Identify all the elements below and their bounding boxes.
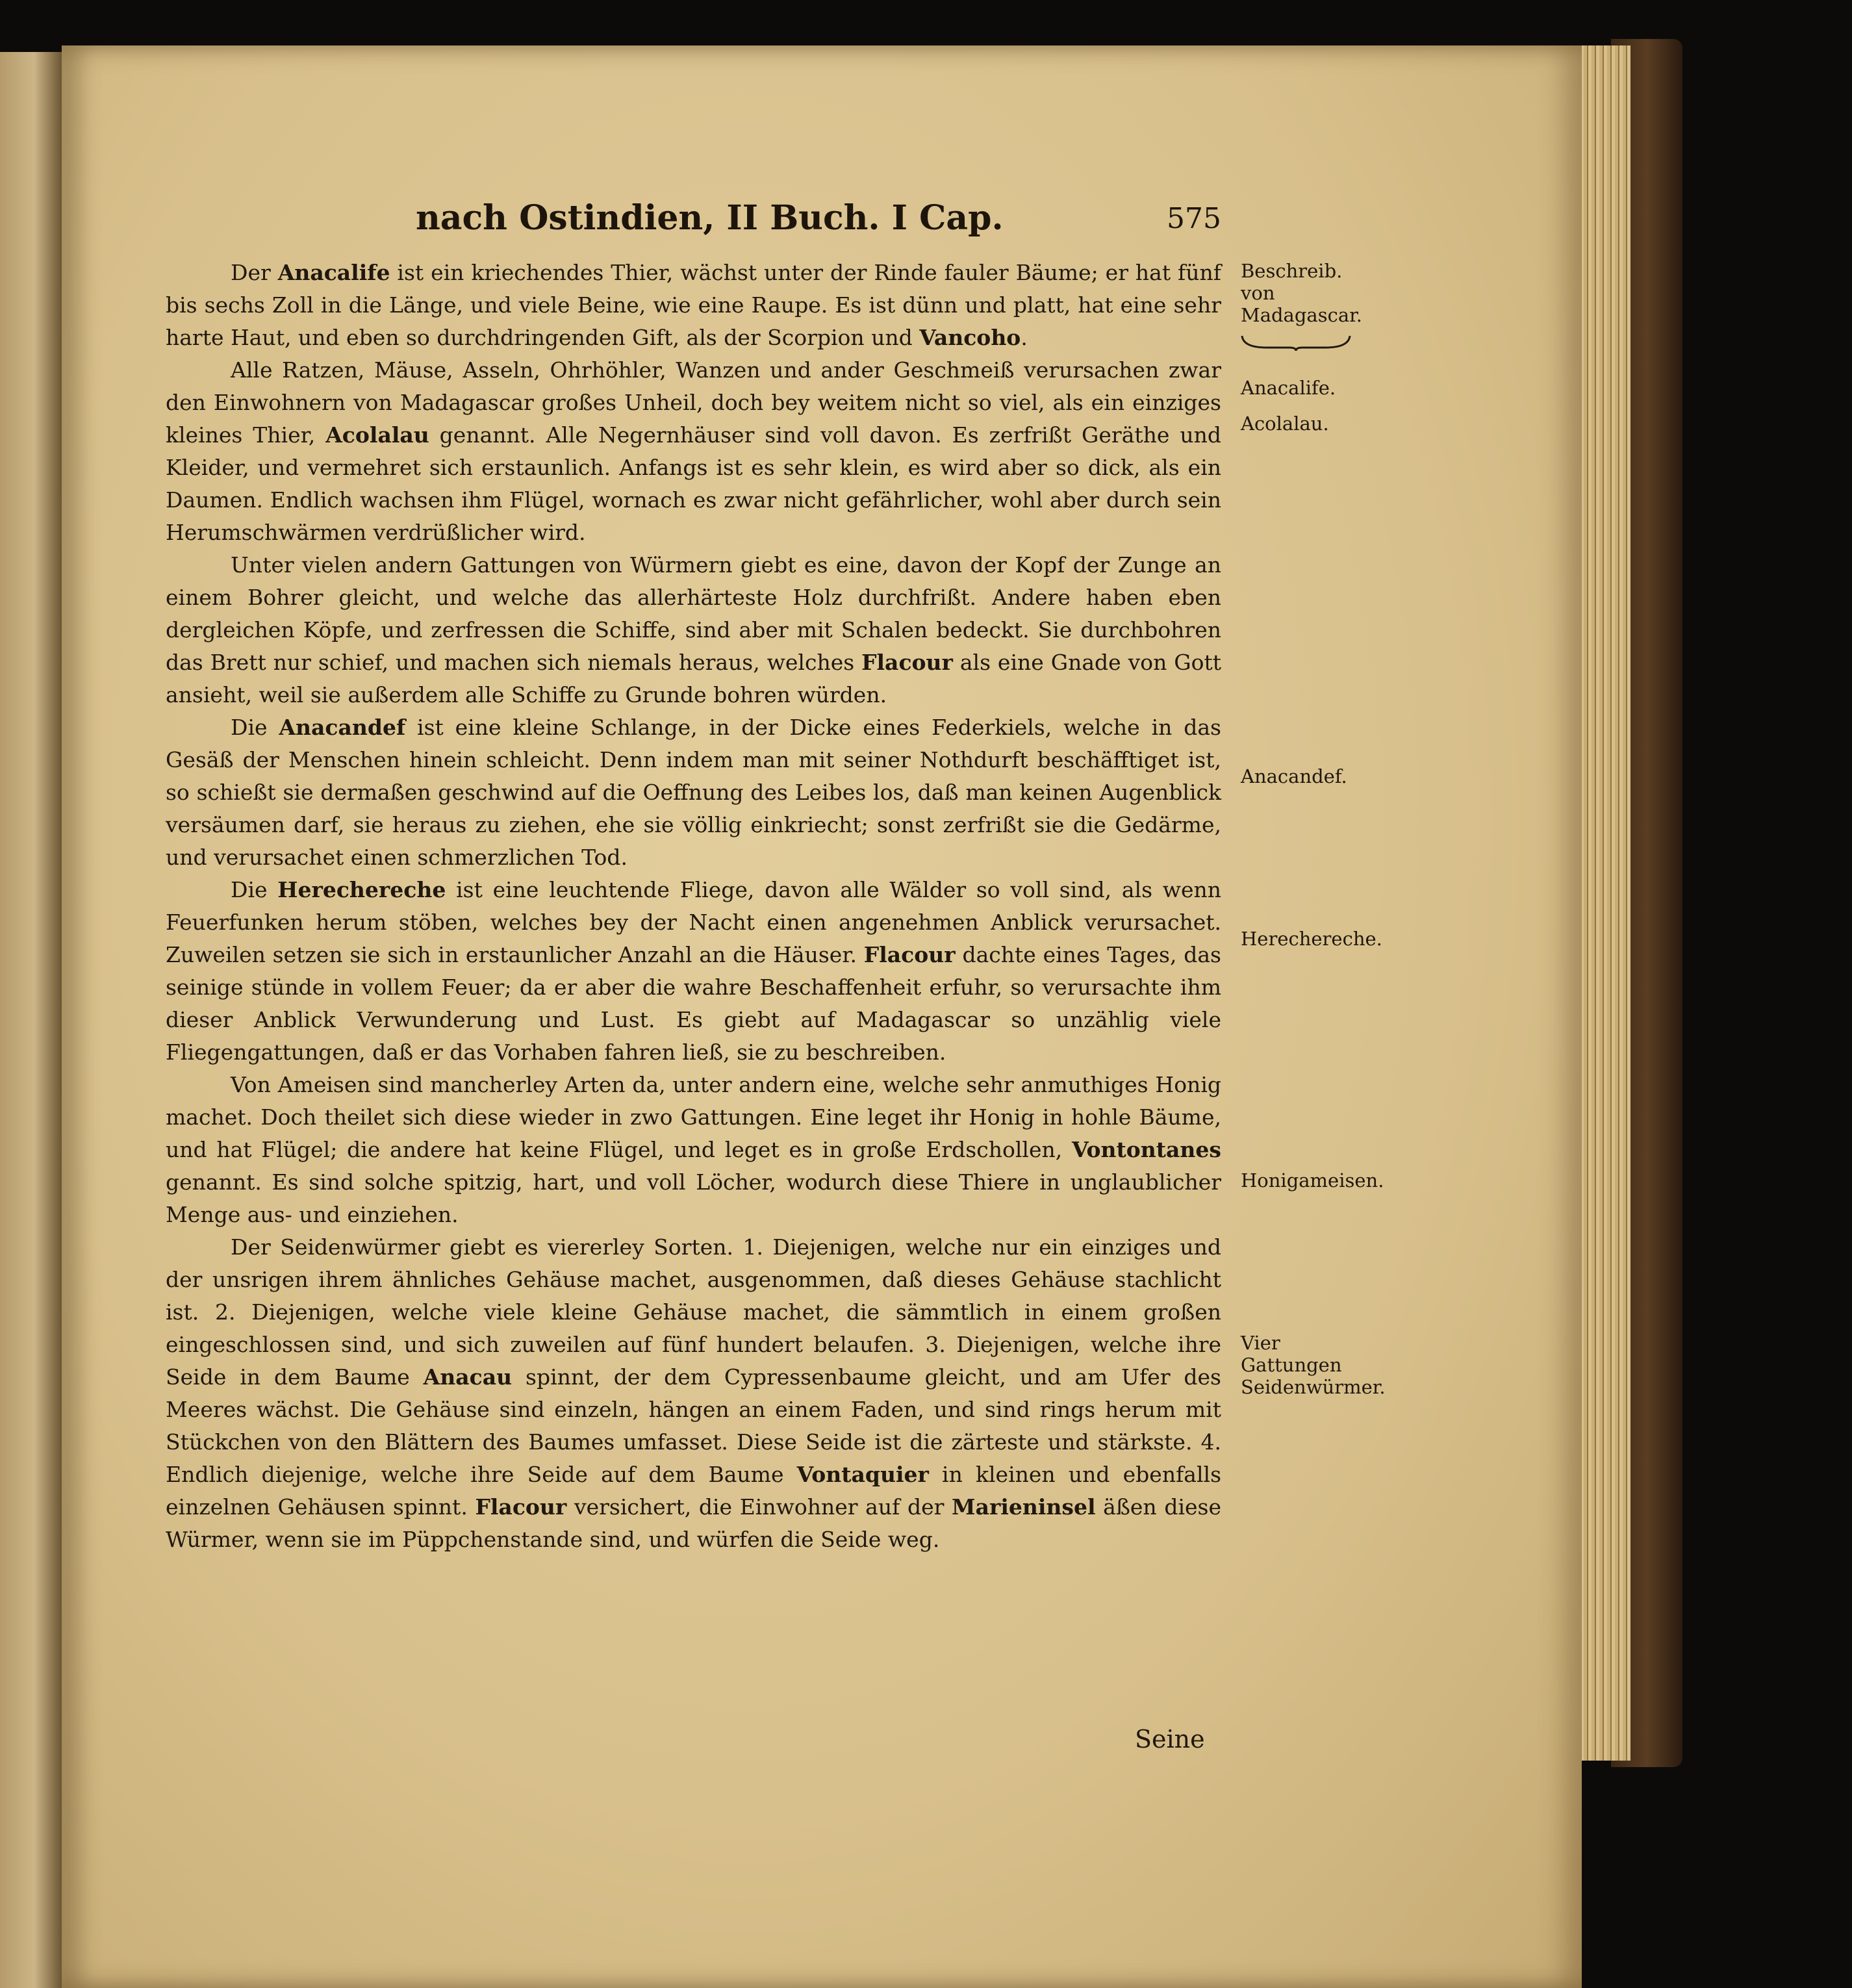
margin-note-anacandef: Anacandef. bbox=[1241, 765, 1347, 787]
text-run: ist eine kleine Schlange, in der Dicke eines Federkiels, welche in das Gesäß der Menschen hinein schleicht. Denn indem man mit seiner Nothdurft beschäfftiget ist, so schießt sie dermaßen geschwind auf die Oeffnung des Leibes los, daß man keinen Augenblick versäumen darf, sie heraus zu ziehen, ehe sie völlig einkriecht; sonst zerfrißt sie die Gedärme, und verursachet einen schmerzlichen Tod. bbox=[166, 715, 1221, 870]
text-run: Von Ameisen sind mancherley Arten da, unter andern eine, welche sehr anmuthiges Honig machet. Doch theilet sich diese wieder in zwo Gattungen. Eine leget ihr Honig in hohle Bäume, und hat Flügel; die andere hat keine Flügel, und leget es in große Erdschollen, bbox=[166, 1072, 1221, 1162]
paragraph bbox=[166, 257, 1221, 354]
text-run: Unter vielen andern Gattungen von Würmern giebt es eine, davon der Kopf der Zunge an einem Bohrer gleicht, und welche das allerhärteste Holz durchfrißt. Andere haben eben dergleichen Köpfe, und zerfressen die Schiffe, sind aber mit Schalen bedeckt. Sie durchbohren das Brett nur schief, und machen sich niemals heraus, welches bbox=[166, 552, 1221, 675]
text-run: Der Seidenwürmer giebt es viererley Sorten. 1. Diejenigen, welche nur ein einziges und der unsrigen ihrem ähnliches Gehäuse machet, ausgenommen, daß dieses Gehäuse stachlicht ist. 2. Diejenigen, welche viele kleine Gehäuse machet, die sämmtlich in einem großen eingeschlossen sind, und sich zuweilen auf fünf hundert belaufen. 3. Diejenigen, welche ihre Seide in dem Baume bbox=[166, 1234, 1221, 1390]
emphasized-term: Vancoho bbox=[919, 325, 1021, 350]
emphasized-term: Herecherechе bbox=[277, 877, 446, 902]
emphasized-term: Marieninsel bbox=[952, 1494, 1096, 1520]
text-run: spinnt, der dem Cypressenbaume gleicht, und am Ufer des Meeres wächst. Die Gehäuse sind einzeln, hängen an einem Faden, und sind rings herum mit Stückchen von den Blättern des Baumes umfasset. Diese Seide ist die zärteste und stärkste. 4. Endlich diejenige, welche ihre Seide auf dem Baume bbox=[166, 1364, 1221, 1487]
catchword: Seine bbox=[1135, 1725, 1205, 1753]
margin-note-herecherecheh: Herecherechе. bbox=[1241, 928, 1382, 950]
margin-note-seidenwuermer: Vier Gattungen Seidenwürmer. bbox=[1241, 1332, 1386, 1398]
emphasized-term: Anacalife bbox=[277, 260, 390, 285]
book-page bbox=[62, 45, 1582, 1988]
text-run: Die bbox=[231, 877, 278, 902]
emphasized-term: Flacour bbox=[475, 1494, 567, 1520]
text-run: als eine Gnade von Gott ansieht, weil sie außerdem alle Schiffe zu Grunde bohren würden. bbox=[166, 650, 1221, 707]
body-text bbox=[166, 257, 1221, 1556]
paragraph bbox=[166, 354, 1221, 549]
text-run: ist ein kriechendes Thier, wächst unter der Rinde fauler Bäume; er hat fünf bis sechs Zoll in die Länge, und viele Beine, wie eine Raupe. Es ist dünn und platt, hat eine sehr harte Haut, und eben so durchdringenden Gift, als der Scorpion und bbox=[166, 260, 1221, 350]
paragraph bbox=[166, 874, 1221, 1069]
emphasized-term: Flacour bbox=[863, 942, 956, 967]
emphasized-term: Anacau bbox=[423, 1364, 513, 1390]
emphasized-term: Vontaquier bbox=[796, 1462, 929, 1487]
text-run: Die bbox=[231, 715, 279, 740]
text-run: in kleinen und ebenfalls einzelnen Gehäusen spinnt. bbox=[166, 1462, 1221, 1520]
margin-note-anacalife: Anacalife. bbox=[1241, 377, 1336, 399]
emphasized-term: Acolalau bbox=[325, 422, 429, 448]
margin-note-description: Beschreib. von Madagascar. bbox=[1241, 260, 1362, 326]
emphasized-term: Anacandef bbox=[279, 715, 406, 740]
paragraph bbox=[166, 1231, 1221, 1556]
running-head: nach Ostindien, II Buch. I Cap. bbox=[416, 198, 1004, 238]
text-run: . bbox=[1021, 325, 1028, 350]
left-page-edge bbox=[0, 52, 62, 1988]
paragraph bbox=[166, 711, 1221, 874]
paragraph bbox=[166, 1069, 1221, 1231]
page-header bbox=[416, 198, 1221, 250]
emphasized-term: Flacour bbox=[861, 650, 953, 675]
text-run: dachte eines Tages, das seinige stünde in vollem Feuer; da er aber die wahre Beschaffenheit erfuhr, so verursachte ihm dieser Anblick Verwunderung und Lust. Es giebt auf Madagascar so unzählig viele Fliegengattungen, daß er das Vorhaben fahren ließ, sie zu beschreiben. bbox=[166, 942, 1221, 1065]
emphasized-term: Vontontanes bbox=[1071, 1137, 1221, 1162]
text-run: versichert, die Einwohner auf der bbox=[566, 1494, 952, 1520]
margin-bracket bbox=[1241, 335, 1351, 351]
text-run: genannt. Es sind solche spitzig, hart, und voll Löcher, wodurch diese Thiere in unglaublicher Menge aus- und einziehen. bbox=[166, 1169, 1221, 1227]
page-number: 575 bbox=[1167, 202, 1221, 235]
text-run: genannt. Alle Negernhäuser sind voll davon. Es zerfrißt Geräthe und Kleider, und vermehret sich erstaunlich. Anfangs ist es sehr klein, es wird aber so dick, als ein Daumen. Endlich wachsen ihm Flügel, wornach es zwar nicht gefährlicher, wohl aber durch sein Herumschwärmen verdrüßlicher wird. bbox=[166, 422, 1221, 545]
margin-note-acolalau: Acolalau. bbox=[1241, 413, 1329, 435]
text-run: ist eine leuchtende Fliege, davon alle Wälder so voll sind, als wenn Feuerfunken herum stöben, welches bey der Nacht einen angenehmen Anblick verursachet. Zuweilen setzen sie sich in erstaunlicher Anzahl an die Häuser. bbox=[166, 877, 1222, 967]
text-run: Alle Ratzen, Mäuse, Asseln, Ohrhöhler, Wanzen und ander Geschmeiß verursachen zwar den Einwohnern von Madagascar großes Unheil, doch bey weitem nicht so viel, als ein einziges kleines Thier, bbox=[166, 357, 1221, 448]
margin-note-honigameisen: Honigameisen. bbox=[1241, 1169, 1384, 1192]
text-run: Der bbox=[231, 260, 278, 285]
text-run: äßen diese Würmer, wenn sie im Püppchenstande sind, und würfen die Seide weg. bbox=[166, 1494, 1221, 1552]
paragraph bbox=[166, 549, 1221, 711]
